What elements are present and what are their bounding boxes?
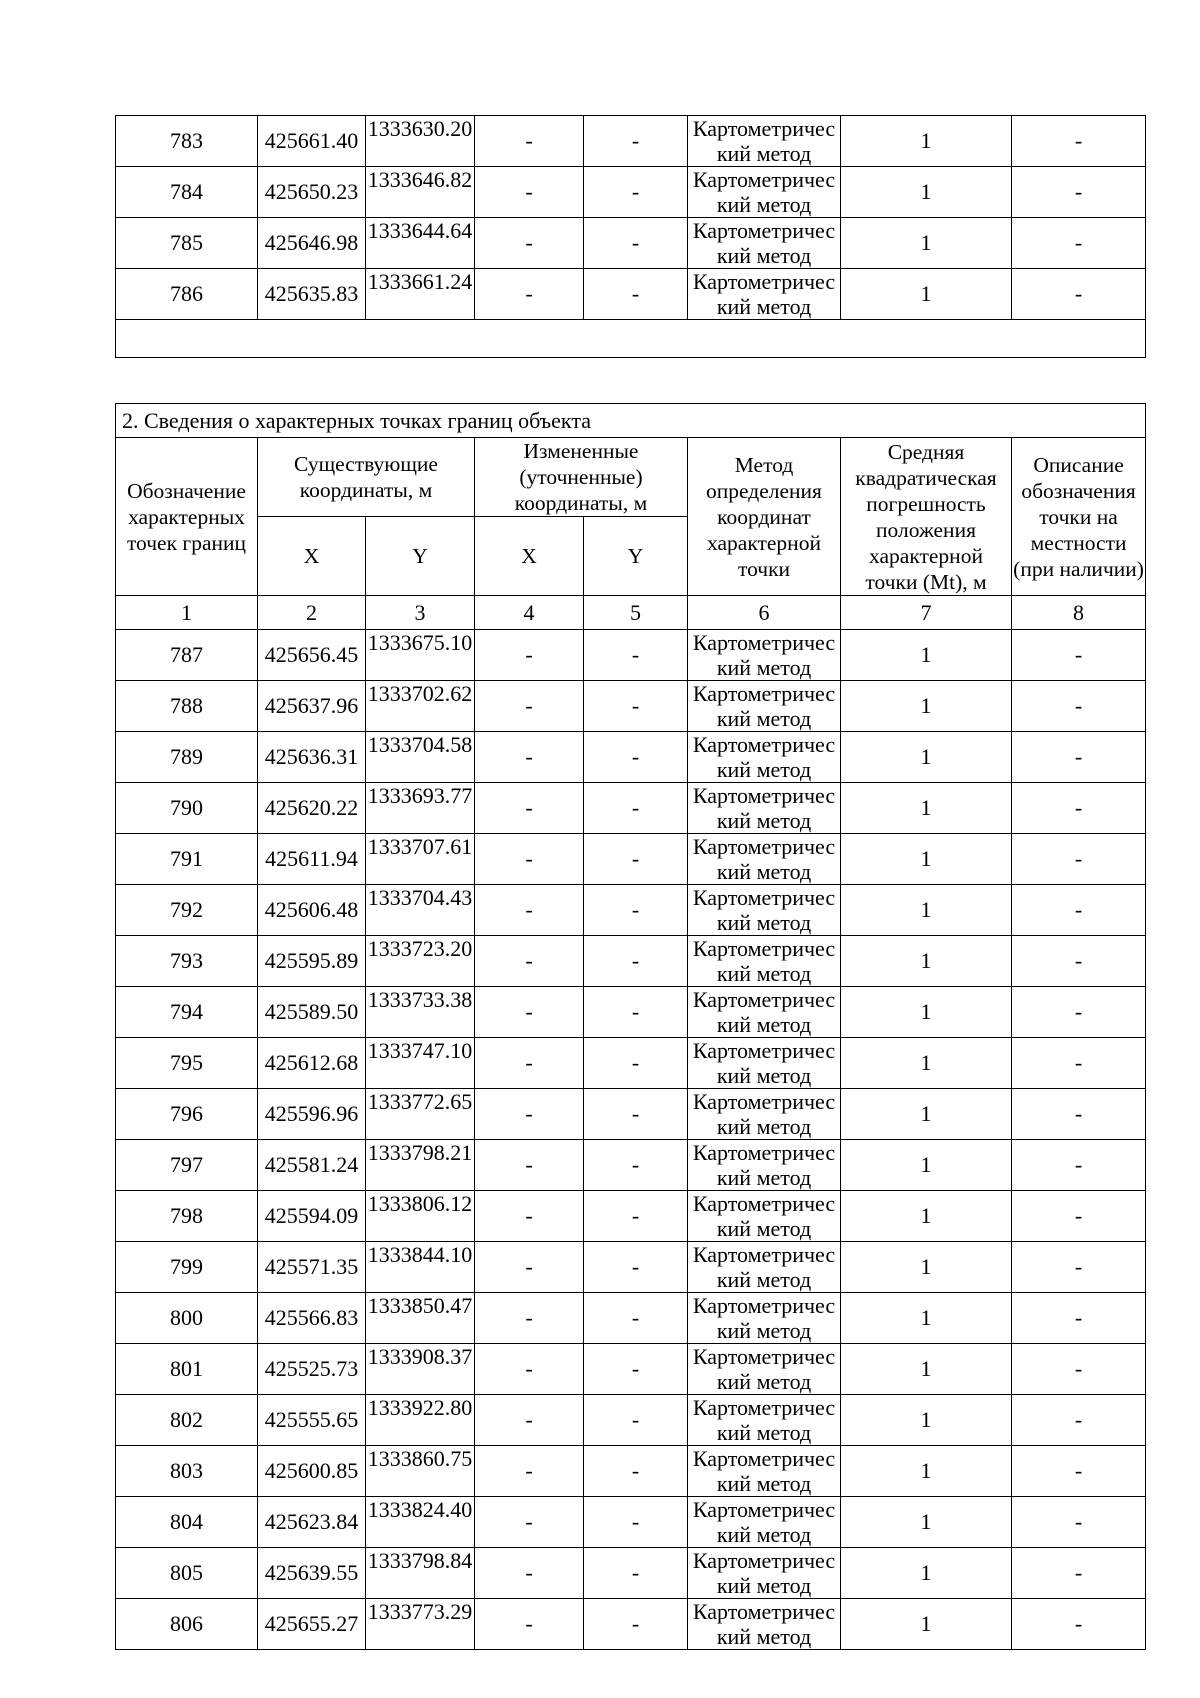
point-id-cell: 790 <box>116 783 258 834</box>
table-row <box>116 1395 1146 1446</box>
description-cell: - <box>1012 1089 1146 1140</box>
method-cell: Картометрический метод <box>688 269 841 320</box>
x-changed-cell: - <box>475 1497 584 1548</box>
y-changed-cell: - <box>584 732 688 783</box>
y-coord-cell: 1333661.24 <box>366 269 475 320</box>
table-row <box>116 1344 1146 1395</box>
method-cell: Картометрический метод <box>688 630 841 681</box>
x-coord-cell: 425571.35 <box>258 1242 366 1293</box>
table-row <box>116 1089 1146 1140</box>
x-coord-cell: 425596.96 <box>258 1089 366 1140</box>
x-coord-cell: 425555.65 <box>258 1395 366 1446</box>
point-id-cell: 791 <box>116 834 258 885</box>
x-changed-cell: - <box>475 1140 584 1191</box>
description-cell: - <box>1012 987 1146 1038</box>
point-id-cell: 794 <box>116 987 258 1038</box>
boundary-points-table <box>115 403 1146 1650</box>
y-changed-cell: - <box>584 1089 688 1140</box>
x-changed-cell: - <box>475 987 584 1038</box>
y-changed-cell: - <box>584 1395 688 1446</box>
header-description: Описание обозначения точки на местности (при наличии) <box>1012 438 1146 596</box>
header-method: Метод определения координат характерной точки <box>688 438 841 596</box>
y-coord-cell: 1333860.75 <box>366 1446 475 1497</box>
y-changed-cell: - <box>584 783 688 834</box>
table-row <box>116 834 1146 885</box>
description-cell: - <box>1012 116 1146 167</box>
description-cell: - <box>1012 1191 1146 1242</box>
mt-cell: 1 <box>841 1344 1012 1395</box>
table-row <box>116 1293 1146 1344</box>
description-cell: - <box>1012 1140 1146 1191</box>
table-row <box>116 1548 1146 1599</box>
mt-cell: 1 <box>841 1140 1012 1191</box>
x-coord-cell: 425600.85 <box>258 1446 366 1497</box>
y-coord-cell: 1333704.43 <box>366 885 475 936</box>
table-caption-row <box>116 404 1146 438</box>
description-cell: - <box>1012 1548 1146 1599</box>
header-point-designation: Обозначение характерных точек границ <box>116 438 258 596</box>
mt-cell: 1 <box>841 834 1012 885</box>
x-changed-cell: - <box>475 269 584 320</box>
mt-cell: 1 <box>841 987 1012 1038</box>
description-cell: - <box>1012 1293 1146 1344</box>
mt-cell: 1 <box>841 1395 1012 1446</box>
column-number: 4 <box>475 596 584 630</box>
y-changed-cell: - <box>584 1446 688 1497</box>
x-coord-cell: 425636.31 <box>258 732 366 783</box>
description-cell: - <box>1012 1497 1146 1548</box>
x-changed-cell: - <box>475 1191 584 1242</box>
description-cell: - <box>1012 218 1146 269</box>
column-number: 3 <box>366 596 475 630</box>
point-id-cell: 788 <box>116 681 258 732</box>
header-x-changed: X <box>475 517 584 596</box>
method-cell: Картометрический метод <box>688 783 841 834</box>
point-id-cell: 798 <box>116 1191 258 1242</box>
header-y-existing: Y <box>366 517 475 596</box>
x-coord-cell: 425566.83 <box>258 1293 366 1344</box>
x-changed-cell: - <box>475 1446 584 1497</box>
description-cell: - <box>1012 1599 1146 1650</box>
x-coord-cell: 425650.23 <box>258 167 366 218</box>
x-changed-cell: - <box>475 885 584 936</box>
y-changed-cell: - <box>584 1038 688 1089</box>
x-changed-cell: - <box>475 1344 584 1395</box>
method-cell: Картометрический метод <box>688 1548 841 1599</box>
point-id-cell: 783 <box>116 116 258 167</box>
x-coord-cell: 425639.55 <box>258 1548 366 1599</box>
method-cell: Картометрический метод <box>688 1344 841 1395</box>
y-coord-cell: 1333702.62 <box>366 681 475 732</box>
point-id-cell: 796 <box>116 1089 258 1140</box>
x-coord-cell: 425581.24 <box>258 1140 366 1191</box>
y-changed-cell: - <box>584 218 688 269</box>
y-changed-cell: - <box>584 1599 688 1650</box>
x-coord-cell: 425620.22 <box>258 783 366 834</box>
mt-cell: 1 <box>841 936 1012 987</box>
header-changed-coords: Измененные (уточненные) координаты, м <box>475 438 688 517</box>
y-coord-cell: 1333798.84 <box>366 1548 475 1599</box>
table-row <box>116 1038 1146 1089</box>
point-id-cell: 801 <box>116 1344 258 1395</box>
y-coord-cell: 1333707.61 <box>366 834 475 885</box>
table-row <box>116 630 1146 681</box>
y-changed-cell: - <box>584 1293 688 1344</box>
table-row <box>116 1242 1146 1293</box>
description-cell: - <box>1012 732 1146 783</box>
mt-cell: 1 <box>841 783 1012 834</box>
description-cell: - <box>1012 269 1146 320</box>
mt-cell: 1 <box>841 1089 1012 1140</box>
description-cell: - <box>1012 1395 1146 1446</box>
y-changed-cell: - <box>584 987 688 1038</box>
y-changed-cell: - <box>584 116 688 167</box>
table-row <box>116 1497 1146 1548</box>
point-id-cell: 806 <box>116 1599 258 1650</box>
x-changed-cell: - <box>475 1548 584 1599</box>
point-id-cell: 795 <box>116 1038 258 1089</box>
method-cell: Картометрический метод <box>688 1599 841 1650</box>
table-row <box>116 218 1146 269</box>
y-changed-cell: - <box>584 1140 688 1191</box>
y-coord-cell: 1333798.21 <box>366 1140 475 1191</box>
y-changed-cell: - <box>584 1344 688 1395</box>
method-cell: Картометрический метод <box>688 681 841 732</box>
table-row <box>116 1446 1146 1497</box>
header-x-existing: X <box>258 517 366 596</box>
y-coord-cell: 1333772.65 <box>366 1089 475 1140</box>
column-number: 7 <box>841 596 1012 630</box>
description-cell: - <box>1012 630 1146 681</box>
x-changed-cell: - <box>475 1395 584 1446</box>
method-cell: Картометрический метод <box>688 834 841 885</box>
method-cell: Картометрический метод <box>688 936 841 987</box>
x-changed-cell: - <box>475 218 584 269</box>
point-id-cell: 787 <box>116 630 258 681</box>
y-changed-cell: - <box>584 1191 688 1242</box>
header-existing-coords: Существующие координаты, м <box>258 438 475 517</box>
mt-cell: 1 <box>841 885 1012 936</box>
x-changed-cell: - <box>475 167 584 218</box>
y-coord-cell: 1333773.29 <box>366 1599 475 1650</box>
x-changed-cell: - <box>475 630 584 681</box>
mt-cell: 1 <box>841 1599 1012 1650</box>
point-id-cell: 786 <box>116 269 258 320</box>
y-changed-cell: - <box>584 167 688 218</box>
point-id-cell: 789 <box>116 732 258 783</box>
x-coord-cell: 425623.84 <box>258 1497 366 1548</box>
y-coord-cell: 1333723.20 <box>366 936 475 987</box>
column-number: 8 <box>1012 596 1146 630</box>
method-cell: Картометрический метод <box>688 1497 841 1548</box>
x-coord-cell: 425635.83 <box>258 269 366 320</box>
mt-cell: 1 <box>841 681 1012 732</box>
method-cell: Картометрический метод <box>688 1395 841 1446</box>
method-cell: Картометрический метод <box>688 167 841 218</box>
x-coord-cell: 425637.96 <box>258 681 366 732</box>
mt-cell: 1 <box>841 218 1012 269</box>
y-coord-cell: 1333850.47 <box>366 1293 475 1344</box>
mt-cell: 1 <box>841 167 1012 218</box>
table-row <box>116 783 1146 834</box>
description-cell: - <box>1012 834 1146 885</box>
description-cell: - <box>1012 1242 1146 1293</box>
x-changed-cell: - <box>475 116 584 167</box>
table-row <box>116 1599 1146 1650</box>
x-coord-cell: 425594.09 <box>258 1191 366 1242</box>
y-changed-cell: - <box>584 630 688 681</box>
mt-cell: 1 <box>841 1497 1012 1548</box>
mt-cell: 1 <box>841 1293 1012 1344</box>
x-coord-cell: 425611.94 <box>258 834 366 885</box>
y-coord-cell: 1333704.58 <box>366 732 475 783</box>
method-cell: Картометрический метод <box>688 1038 841 1089</box>
description-cell: - <box>1012 1446 1146 1497</box>
point-id-cell: 797 <box>116 1140 258 1191</box>
table-row <box>116 116 1146 167</box>
method-cell: Картометрический метод <box>688 1446 841 1497</box>
method-cell: Картометрический метод <box>688 987 841 1038</box>
x-changed-cell: - <box>475 732 584 783</box>
point-id-cell: 784 <box>116 167 258 218</box>
x-coord-cell: 425646.98 <box>258 218 366 269</box>
method-cell: Картометрический метод <box>688 1242 841 1293</box>
y-coord-cell: 1333630.20 <box>366 116 475 167</box>
y-coord-cell: 1333908.37 <box>366 1344 475 1395</box>
point-id-cell: 793 <box>116 936 258 987</box>
description-cell: - <box>1012 885 1146 936</box>
x-changed-cell: - <box>475 783 584 834</box>
description-cell: - <box>1012 1344 1146 1395</box>
description-cell: - <box>1012 167 1146 218</box>
method-cell: Картометрический метод <box>688 732 841 783</box>
y-coord-cell: 1333693.77 <box>366 783 475 834</box>
x-coord-cell: 425525.73 <box>258 1344 366 1395</box>
mt-cell: 1 <box>841 1446 1012 1497</box>
mt-cell: 1 <box>841 1242 1012 1293</box>
y-coord-cell: 1333646.82 <box>366 167 475 218</box>
point-id-cell: 792 <box>116 885 258 936</box>
method-cell: Картометрический метод <box>688 1191 841 1242</box>
point-id-cell: 799 <box>116 1242 258 1293</box>
description-cell: - <box>1012 681 1146 732</box>
description-cell: - <box>1012 1038 1146 1089</box>
x-coord-cell: 425612.68 <box>258 1038 366 1089</box>
x-changed-cell: - <box>475 936 584 987</box>
header-y-changed: Y <box>584 517 688 596</box>
table-row <box>116 885 1146 936</box>
y-changed-cell: - <box>584 269 688 320</box>
y-coord-cell: 1333733.38 <box>366 987 475 1038</box>
table-row <box>116 269 1146 320</box>
table-row <box>116 681 1146 732</box>
header-mt: Средняя квадратическая погрешность положения характерной точки (Mt), м <box>841 438 1012 596</box>
column-number: 6 <box>688 596 841 630</box>
x-changed-cell: - <box>475 834 584 885</box>
y-coord-cell: 1333644.64 <box>366 218 475 269</box>
y-coord-cell: 1333747.10 <box>366 1038 475 1089</box>
x-coord-cell: 425655.27 <box>258 1599 366 1650</box>
mt-cell: 1 <box>841 116 1012 167</box>
x-changed-cell: - <box>475 1293 584 1344</box>
y-coord-cell: 1333824.40 <box>366 1497 475 1548</box>
method-cell: Картометрический метод <box>688 885 841 936</box>
column-numbers-row <box>116 596 1146 630</box>
table-row <box>116 732 1146 783</box>
y-coord-cell: 1333675.10 <box>366 630 475 681</box>
column-number: 1 <box>116 596 258 630</box>
table-caption: 2. Сведения о характерных точках границ объекта <box>116 404 1146 438</box>
mt-cell: 1 <box>841 1191 1012 1242</box>
y-changed-cell: - <box>584 936 688 987</box>
table-row <box>116 1140 1146 1191</box>
table-row <box>116 987 1146 1038</box>
method-cell: Картометрический метод <box>688 1293 841 1344</box>
x-coord-cell: 425595.89 <box>258 936 366 987</box>
mt-cell: 1 <box>841 1548 1012 1599</box>
x-coord-cell: 425606.48 <box>258 885 366 936</box>
y-coord-cell: 1333922.80 <box>366 1395 475 1446</box>
empty-row <box>116 320 1146 358</box>
continued-points-table <box>115 115 1146 358</box>
x-changed-cell: - <box>475 1038 584 1089</box>
method-cell: Картометрический метод <box>688 116 841 167</box>
continued-points-body <box>116 116 1146 320</box>
y-changed-cell: - <box>584 1548 688 1599</box>
y-changed-cell: - <box>584 1242 688 1293</box>
table-row <box>116 167 1146 218</box>
point-id-cell: 800 <box>116 1293 258 1344</box>
x-coord-cell: 425589.50 <box>258 987 366 1038</box>
x-changed-cell: - <box>475 1599 584 1650</box>
point-id-cell: 802 <box>116 1395 258 1446</box>
description-cell: - <box>1012 936 1146 987</box>
table-row <box>116 936 1146 987</box>
method-cell: Картометрический метод <box>688 1089 841 1140</box>
y-coord-cell: 1333806.12 <box>366 1191 475 1242</box>
point-id-cell: 804 <box>116 1497 258 1548</box>
x-coord-cell: 425661.40 <box>258 116 366 167</box>
description-cell: - <box>1012 783 1146 834</box>
header-row <box>116 438 1146 517</box>
mt-cell: 1 <box>841 269 1012 320</box>
mt-cell: 1 <box>841 1038 1012 1089</box>
point-id-cell: 805 <box>116 1548 258 1599</box>
x-changed-cell: - <box>475 1242 584 1293</box>
y-changed-cell: - <box>584 885 688 936</box>
y-changed-cell: - <box>584 1497 688 1548</box>
x-changed-cell: - <box>475 681 584 732</box>
mt-cell: 1 <box>841 630 1012 681</box>
table-row <box>116 1191 1146 1242</box>
boundary-points-body <box>116 630 1146 1650</box>
mt-cell: 1 <box>841 732 1012 783</box>
y-coord-cell: 1333844.10 <box>366 1242 475 1293</box>
column-number: 5 <box>584 596 688 630</box>
column-number: 2 <box>258 596 366 630</box>
point-id-cell: 785 <box>116 218 258 269</box>
x-coord-cell: 425656.45 <box>258 630 366 681</box>
y-changed-cell: - <box>584 834 688 885</box>
method-cell: Картометрический метод <box>688 218 841 269</box>
method-cell: Картометрический метод <box>688 1140 841 1191</box>
x-changed-cell: - <box>475 1089 584 1140</box>
point-id-cell: 803 <box>116 1446 258 1497</box>
y-changed-cell: - <box>584 681 688 732</box>
